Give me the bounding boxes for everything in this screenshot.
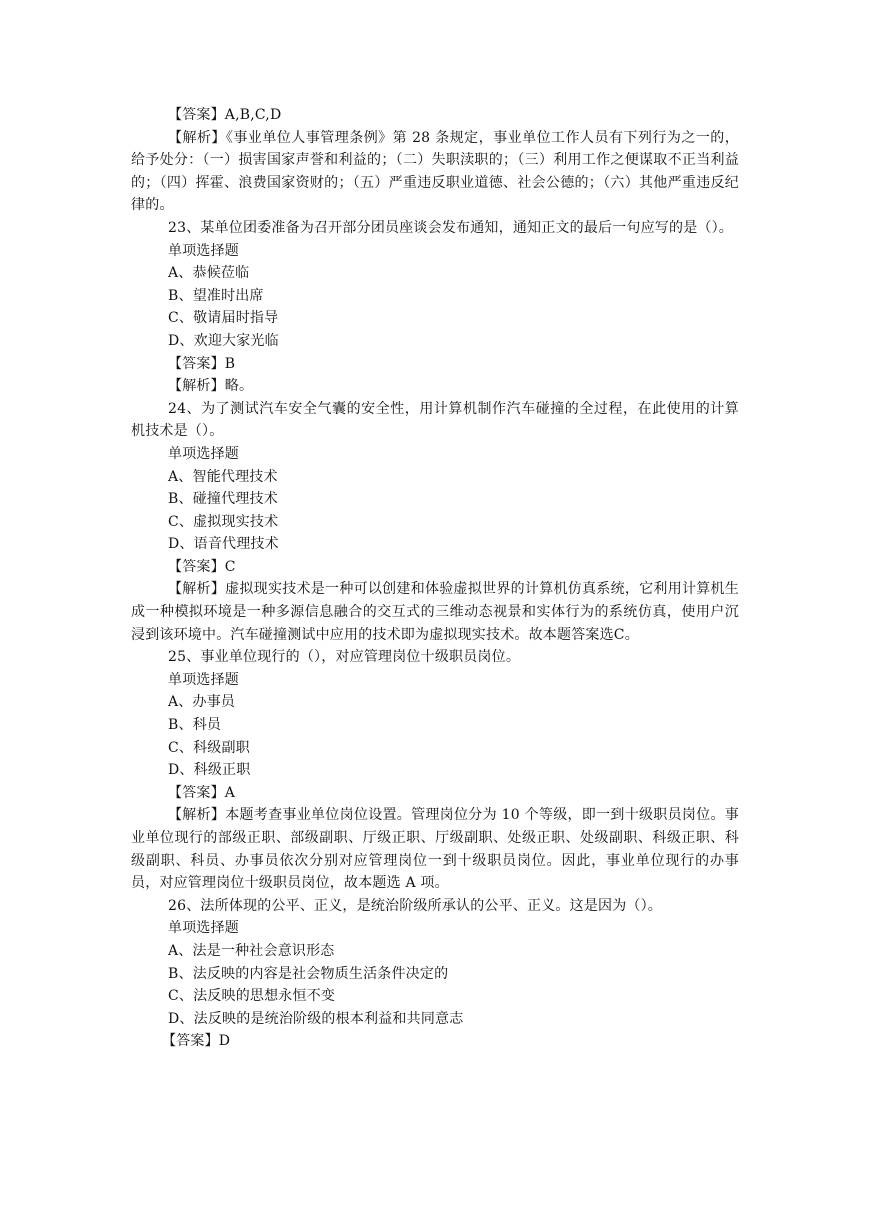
- text-line: A、办事员: [168, 694, 236, 711]
- text-line: A、恭候莅临: [168, 265, 250, 282]
- paragraph: 【解析】《事业单位人事管理条例》第 28 条规定，事业单位工作人员有下列行为之一的，给予处分：（一）损害国家声誉和利益的；（二）失职渎职的；（三）利用工作之便谋取不正当利益的；（四）挥霍、浪费国家资财的；（五）严重违反职业道德、社会公德的；（六）其他严重违反纪律的。: [131, 129, 739, 214]
- text-line: C、敬请届时指导: [168, 310, 279, 327]
- text-line: B、望准时出席: [168, 287, 264, 304]
- paragraph: 26、法所体现的公平、正义，是统治阶级所承认的公平、正义。这是因为（）。: [168, 897, 663, 914]
- paragraph: 23、某单位团委准备为召开部分团员座谈会发布通知，通知正文的最后一句应写的是（）。: [168, 219, 734, 236]
- text-line: D、科级正职: [168, 762, 251, 779]
- text-line: 【答案】B: [168, 355, 236, 372]
- text-line: 【答案】D: [162, 1033, 231, 1050]
- document-body: [131, 104, 739, 1053]
- text-line: 单项选择题: [168, 920, 239, 937]
- paragraph: 【解析】虚拟现实技术是一种可以创建和体验虚拟世界的计算机仿真系统，它利用计算机生成一种模拟环境是一种多源信息融合的交互式的三维动态视景和实体行为的系统仿真，使用户沉浸到该环境中。汽车碰撞测试中应用的技术即为虚拟现实技术。故本题答案选C。: [131, 581, 739, 643]
- text-line: B、碰撞代理技术: [168, 491, 278, 508]
- text-line: C、法反映的思想永恒不变: [168, 988, 336, 1005]
- text-line: D、法反映的是统治阶级的根本利益和共同意志: [168, 1010, 464, 1027]
- paragraph: 25、事业单位现行的（），对应管理岗位十级职员岗位。: [168, 649, 521, 666]
- text-line: 【解析】略。: [168, 378, 254, 395]
- paragraph: 【解析】本题考查事业单位岗位设置。管理岗位分为 10 个等级，即一到十级职员岗位。事业单位现行的部级正职、部级副职、厅级正职、厅级副职、处级正职、处级副职、科级正职、科级副职、科员、办事员依次分别对应管理岗位一到十级职员岗位。因此，事业单位现行的办事员，对应管理岗位十级职员岗位，故本题选 A 项。: [131, 807, 739, 892]
- text-line: 【答案】C: [168, 558, 236, 575]
- text-line: C、虚拟现实技术: [168, 513, 279, 530]
- text-line: 单项选择题: [168, 242, 239, 259]
- text-line: 【答案】A: [168, 784, 236, 801]
- text-line: B、科员: [168, 717, 222, 734]
- text-line: 单项选择题: [168, 671, 239, 688]
- text-line: B、法反映的内容是社会物质生活条件决定的: [168, 965, 449, 982]
- text-line: 单项选择题: [168, 445, 239, 462]
- text-line: 【答案】A,B,C,D: [168, 107, 282, 123]
- text-line: D、欢迎大家光临: [168, 332, 279, 349]
- paragraph: 24、为了测试汽车安全气囊的安全性，用计算机制作汽车碰撞的全过程，在此使用的计算机技术是（）。: [131, 400, 739, 440]
- text-line: D、语音代理技术: [168, 536, 279, 553]
- text-line: A、智能代理技术: [168, 468, 278, 485]
- text-line: C、科级副职: [168, 739, 250, 756]
- text-line: A、法是一种社会意识形态: [168, 942, 335, 959]
